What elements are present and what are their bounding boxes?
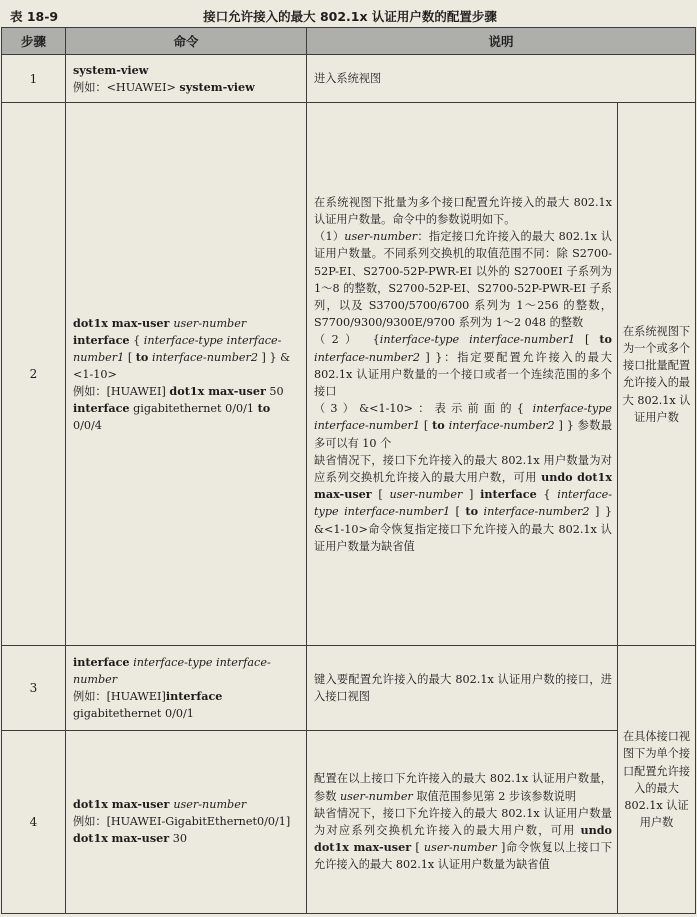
keyword: dot1x max-user: [73, 797, 174, 812]
value: 30: [169, 832, 187, 846]
keyword: to: [257, 400, 271, 415]
text: [: [420, 419, 433, 433]
text: ：指定接口允许接入的最大 802.1x 认证用户数量。不同系列交换机的取值范围不同：除 S2700-52P-EI、S2700-52P-PWR-EI 以外的 S2700EI 子系列为 1～8 的整数，S2700-52P-EI、S2700-52P-PWR-EI 子系列，以及 S3700/5700/6700 系列为 1～256 的整数，S7700/9300/9300E/9700 系列为 1～2 048 的整数: [314, 230, 613, 330]
table-row: [2, 646, 696, 730]
symbol: {: [129, 333, 144, 347]
text: 缺省情况下，接口下允许接入的最大 802.1x 认证用户数量为对应系列交换机允许接入的最大用户数，可用: [314, 806, 612, 837]
config-steps-table: [1, 27, 696, 914]
param: user-number: [173, 316, 247, 330]
text: {: [536, 488, 558, 502]
step-number: 3: [2, 646, 66, 730]
keyword: interface: [73, 655, 130, 670]
param: interface-number2: [151, 350, 258, 364]
scope-note: 在具体接口视图下为单个接口配置允许接入的最大 802.1x 认证用户数: [618, 646, 696, 914]
table-header-row: [2, 28, 696, 55]
description-cell: [307, 730, 618, 913]
description-cell: [307, 103, 618, 646]
param: interface-type interface-number1: [314, 488, 612, 519]
step-number: 2: [2, 103, 66, 646]
step-number: 1: [2, 55, 66, 103]
desc-paragraph: [314, 452, 612, 555]
param: interface-number2: [448, 419, 555, 433]
table-number: 表 18-9: [10, 9, 59, 24]
keyword: to: [135, 349, 149, 364]
repeat-marker: &<1-10>: [73, 350, 291, 381]
header-description: 说明: [307, 28, 696, 55]
text: （2） {: [314, 333, 380, 347]
scope-note: 在系统视图下为一个或多个接口批量配置允许接入的最大 802.1x 认证用户数: [618, 103, 696, 646]
command-syntax: [73, 796, 300, 813]
text: （1）: [314, 230, 345, 244]
param: user-number: [173, 798, 247, 812]
keyword: interface: [480, 487, 537, 502]
table-row: [2, 55, 696, 103]
symbol: ] }: [257, 350, 277, 364]
keyword: undo dot1x max-user: [314, 822, 612, 855]
text: （3）&<1-10>：表示前面的{: [314, 402, 533, 416]
text: 取值范围参见第 2 步该参数说明: [412, 789, 577, 803]
text: [: [575, 333, 600, 347]
keyword: max-user: [111, 831, 170, 846]
keyword: to: [599, 332, 613, 347]
desc-paragraph: 在系统视图下批量为多个接口配置允许接入的最大 802.1x 认证用户数量。命令中的参数说明如下。: [314, 195, 612, 226]
keyword: dot1x: [73, 831, 108, 846]
param: interface-type interface-number1: [73, 333, 282, 364]
table-row: [2, 103, 696, 646]
value: gigabitethernet 0/0/1: [129, 401, 254, 415]
command-example: [73, 688, 300, 722]
header-step: 步骤: [2, 28, 66, 55]
desc-paragraph: [314, 228, 612, 331]
description-cell: 键入要配置允许接入的最大 802.1x 认证用户数的接口，进入接口视图: [307, 646, 618, 730]
prompt: GigabitEthernet0/0/1]: [165, 815, 291, 829]
keyword: to: [432, 418, 445, 433]
command-cell: [66, 646, 307, 730]
param: user-number: [423, 841, 497, 855]
example-prefix: 例如：[HUAWEI-: [73, 815, 166, 829]
keyword: interface: [73, 332, 130, 347]
value: 50: [269, 384, 284, 398]
param: interface-type interface-number1: [379, 333, 576, 347]
param: interface-number2: [483, 505, 590, 519]
command-cell: [66, 103, 307, 646]
command-syntax: [73, 654, 300, 688]
table-row: [2, 730, 696, 913]
text: ] } 参数最多可以有 10 个: [314, 419, 613, 450]
text: 缺省情况下，接口下允许接入的最大 802.1x 用户数量为对应系列交换机允许接入的最大用户数，可用: [314, 453, 612, 484]
command-example: [73, 79, 300, 96]
table-title: 接口允许接入的最大 802.1x 认证用户数的配置步骤: [203, 9, 497, 24]
example-prefix: 例如：[HUAWEI]: [73, 690, 166, 704]
param: interface-number2: [314, 350, 420, 364]
param: user-number: [344, 230, 418, 244]
param: user-number: [339, 789, 413, 803]
param: interface-type interface-number1: [314, 402, 612, 433]
text: ]命令恢复以上接口下允许接入的最大 802.1x 认证用户数量为缺省值: [314, 841, 613, 872]
table-caption: [6, 3, 694, 27]
text: [: [411, 841, 424, 855]
command-syntax: [73, 315, 300, 383]
description-cell: 进入系统视图: [307, 55, 696, 103]
text: [: [371, 488, 390, 502]
text: ]: [462, 488, 481, 502]
desc-paragraph: [314, 805, 612, 874]
value: 0/0/4: [73, 418, 102, 432]
desc-paragraph: [314, 770, 612, 804]
text: ] } &<1-10>命令恢复指定接口下允许接入的最大 802.1x 认证用户数量为缺省值: [314, 505, 612, 553]
keyword: to: [465, 504, 479, 519]
text: [: [450, 505, 466, 519]
desc-paragraph: [314, 331, 612, 400]
command-example: [73, 813, 300, 847]
example-prefix: 例如：[HUAWEI]: [73, 384, 170, 398]
command-syntax: system-view: [73, 62, 149, 77]
keyword: interface: [73, 400, 130, 415]
value: gigabitethernet 0/0/1: [73, 707, 194, 721]
desc-paragraph: [314, 400, 612, 452]
example-keyword: system-view: [179, 79, 255, 94]
step-number: 4: [2, 730, 66, 913]
param: user-number: [389, 488, 463, 502]
header-command: 命令: [66, 28, 307, 55]
command-cell: [66, 55, 307, 103]
text: ] }：指定要配置允许接入的最大 802.1x 认证用户数量的一个接口或者一个连续范围的多个接口: [314, 350, 612, 398]
command-cell: [66, 730, 307, 913]
keyword: dot1x max-user: [169, 383, 266, 398]
keyword: undo dot1x max-user: [314, 469, 612, 502]
symbol: [: [124, 350, 136, 364]
command-example: [73, 383, 300, 434]
example-prefix: 例如：<HUAWEI>: [73, 80, 180, 94]
keyword: interface: [165, 689, 223, 704]
text: 配置在以上接口下允许接入的最大 802.1x 认证用户数量，参数: [314, 772, 612, 803]
keyword: dot1x max-user: [73, 315, 174, 330]
param: interface-type interface-number: [73, 656, 271, 687]
